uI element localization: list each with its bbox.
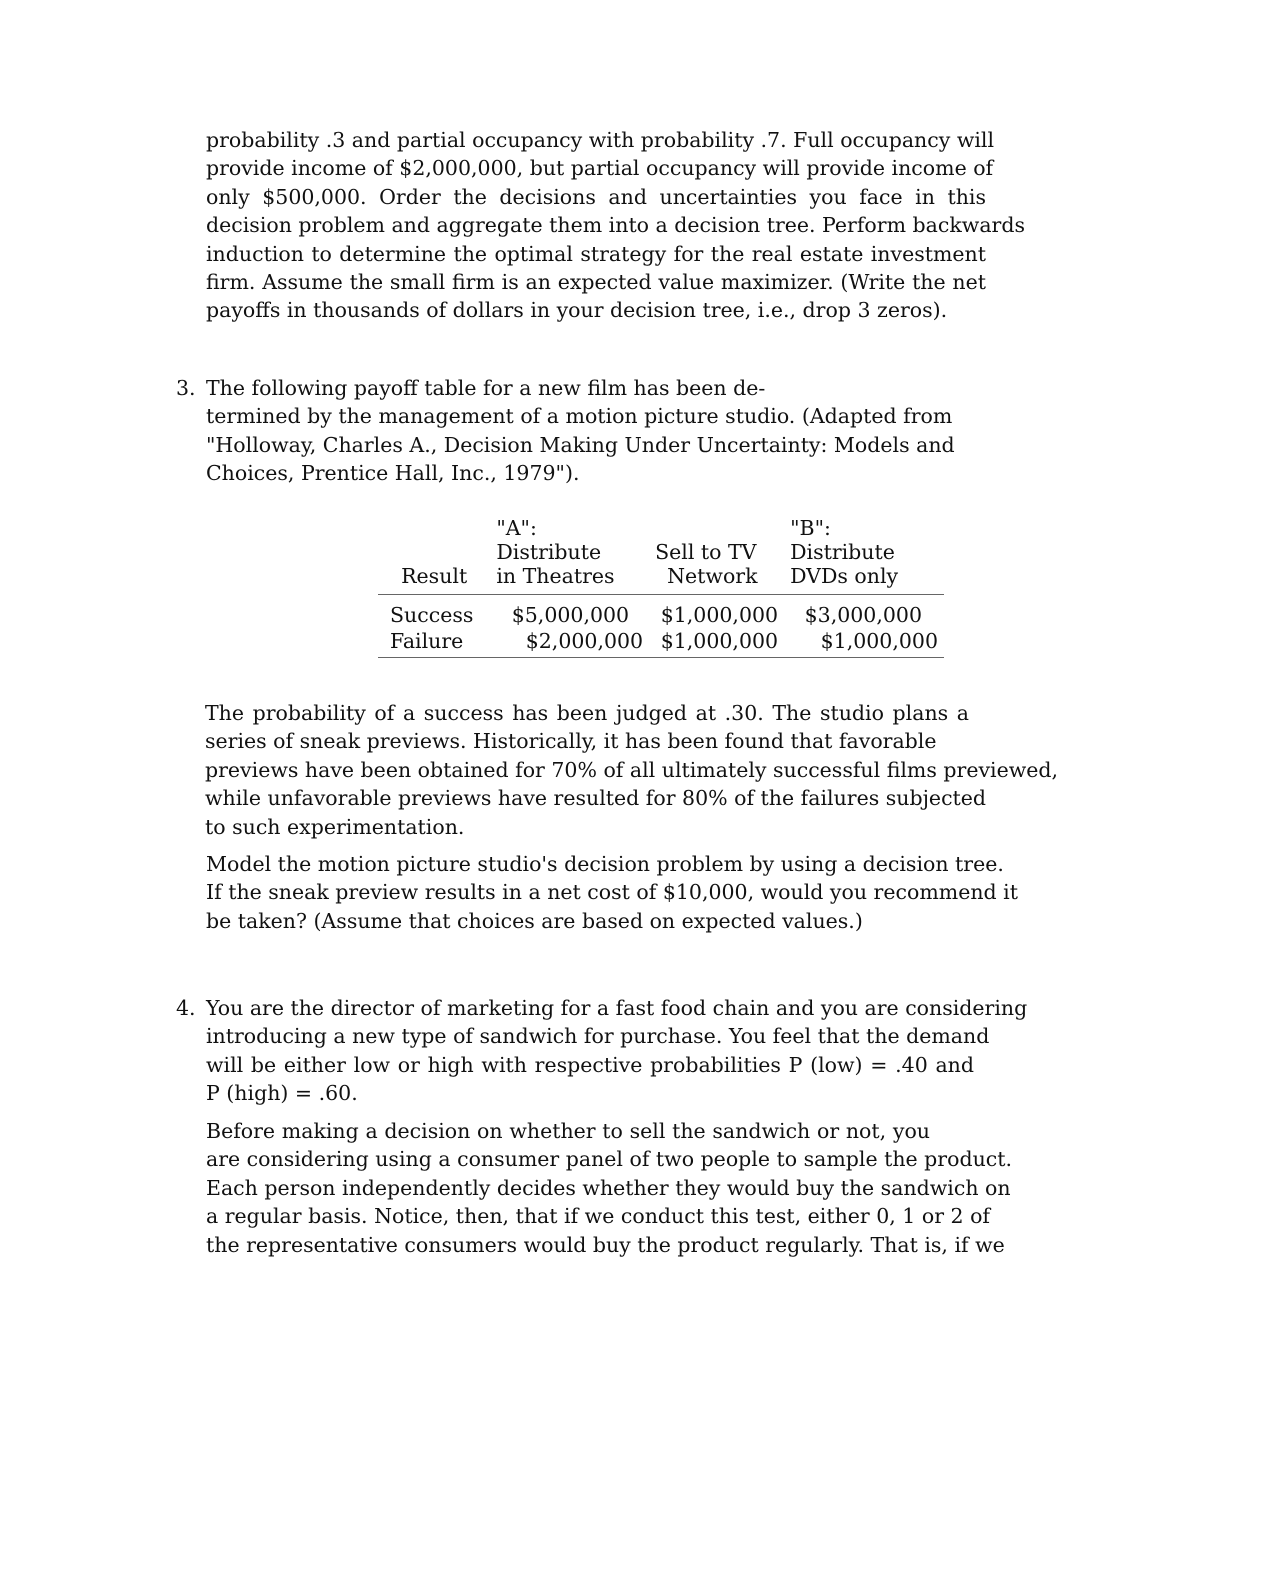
question-4-paragraph-2 xyxy=(206,1117,1013,1259)
table-row xyxy=(378,628,944,658)
question-3-paragraph-2 xyxy=(206,850,1018,935)
text-line: only $500,000. Order the decisions and uncertainties you face in this xyxy=(206,184,986,209)
cell-result: Failure xyxy=(378,628,490,658)
text-line: induction to determine the optimal strategy for the real estate investment xyxy=(206,241,986,266)
payoff-table xyxy=(378,514,944,658)
table-header-row xyxy=(378,514,944,595)
table-row xyxy=(378,595,944,629)
question-text xyxy=(206,994,1028,1108)
question-4 xyxy=(176,994,1028,1110)
header-distribute-dvds: "B": Distribute DVDs only xyxy=(784,514,944,595)
header-sell-to-tv: Sell to TV Network xyxy=(649,514,784,595)
text-line: You are the director of marketing for a fast food chain and you are considering xyxy=(206,996,1028,1020)
cell-tv: $1,000,000 xyxy=(660,603,779,627)
cell-a: $2,000,000 xyxy=(490,628,649,658)
cell-result: Success xyxy=(390,603,474,627)
text-line: termined by the management of a motion picture studio. (Adapted from xyxy=(206,404,953,429)
text-line: series of sneak previews. Historically, it has been found that favorable xyxy=(205,729,937,754)
text-line: Each person independently decides whether they would buy the sandwich on xyxy=(206,1175,1011,1200)
text-line: the representative consumers would buy the product regularly. That is, if we xyxy=(206,1232,1005,1257)
text-line: Before making a decision on whether to sell the sandwich or not, you xyxy=(206,1119,930,1143)
question-3-paragraph-1 xyxy=(205,699,1059,841)
cell-a: $5,000,000 xyxy=(511,603,630,627)
text-line: P (high) = .60. xyxy=(206,1081,358,1106)
text-line: a regular basis. Notice, then, that if we conduct this test, either 0, 1 or 2 of xyxy=(206,1204,991,1229)
text-line: will be either low or high with respective probabilities P (low) = .40 and xyxy=(206,1052,974,1077)
header-result: Result xyxy=(378,514,490,595)
text-line: to such experimentation. xyxy=(205,814,465,839)
question-number: 4. xyxy=(176,996,196,1020)
text-line: The probability of a success has been judged at .30. The studio plans a xyxy=(205,701,969,725)
text-line: "Holloway, Charles A., Decision Making Under Uncertainty: Models and xyxy=(206,432,955,457)
header-distribute-theatres: "A": Distribute in Theatres xyxy=(490,514,649,595)
text-line: while unfavorable previews have resulted for 80% of the failures subjected xyxy=(205,786,987,811)
intro-paragraph xyxy=(206,126,1025,325)
text-line: be taken? (Assume that choices are based on expected values.) xyxy=(206,908,863,933)
text-line: provide income of $2,000,000, but partial occupancy will provide income of xyxy=(206,156,994,181)
question-text xyxy=(206,374,996,488)
cell-b: $3,000,000 xyxy=(804,603,922,627)
text-line: The following payoff table for a new film has been de- xyxy=(206,376,766,400)
question-number: 3. xyxy=(176,376,196,400)
text-line: introducing a new type of sandwich for purchase. You feel that the demand xyxy=(206,1024,990,1049)
text-line: Choices, Prentice Hall, Inc., 1979"). xyxy=(206,461,580,486)
text-line: previews have been obtained for 70% of all ultimately successful films previewed, xyxy=(205,757,1059,782)
cell-b: $1,000,000 xyxy=(784,628,944,658)
text-line: firm. Assume the small firm is an expected value maximizer. (Write the net xyxy=(206,270,986,295)
text-line: Model the motion picture studio's decision problem by using a decision tree. xyxy=(206,852,1004,876)
text-line: payoffs in thousands of dollars in your decision tree, i.e., drop 3 zeros). xyxy=(206,298,948,323)
text-line: are considering using a consumer panel of two people to sample the product. xyxy=(206,1147,1013,1172)
question-3 xyxy=(176,374,996,494)
text-line: decision problem and aggregate them into a decision tree. Perform backwards xyxy=(206,213,1025,238)
text-line: If the sneak preview results in a net cost of $10,000, would you recommend it xyxy=(206,880,1018,905)
text-line: probability .3 and partial occupancy with probability .7. Full occupancy will xyxy=(206,128,995,152)
cell-tv: $1,000,000 xyxy=(649,628,784,658)
